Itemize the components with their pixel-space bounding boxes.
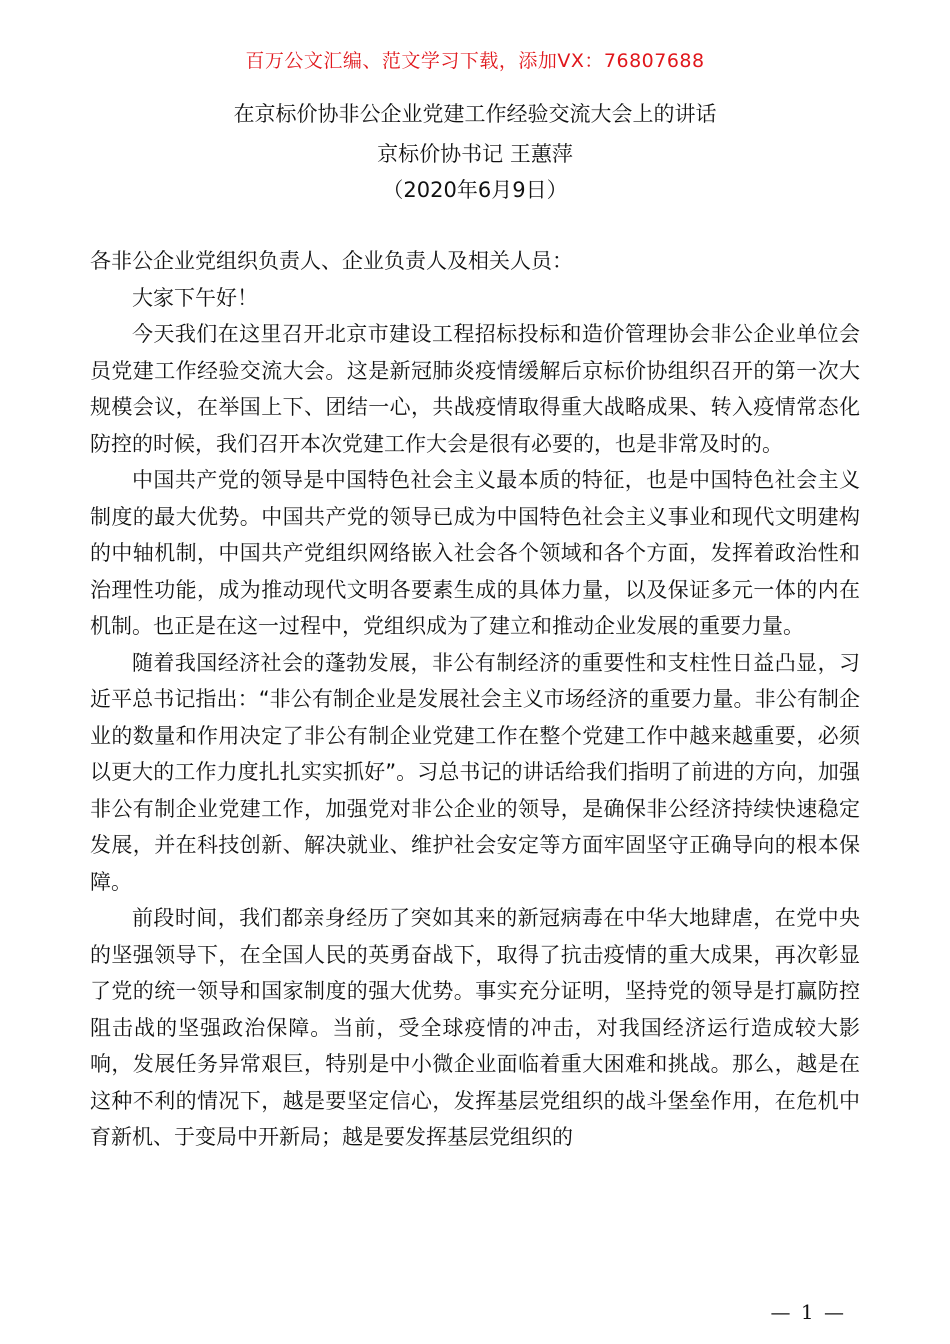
paragraph-party-leadership: 中国共产党的领导是中国特色社会主义最本质的特征，也是中国特色社会主义制度的最大优势。中国共产党的领导已成为中国特色社会主义事业和现代文明建构的中轴机制，中国共产党组织网络嵌入社会各个领域和各个方面，发挥着政治性和治理性功能，成为推动现代文明各要素生成的具体力量，以及保证多元一体的内在机制。也正是在这一过程中，党组织成为了建立和推动企业发展的重要力量。 xyxy=(90,468,860,638)
paragraph-epidemic: 前段时间，我们都亲身经历了突如其来的新冠病毒在中华大地肆虐，在党中央的坚强领导下，在全国人民的英勇奋战下，取得了抗击疫情的重大成果，再次彰显了党的统一领导和国家制度的强大优势。事实充分证明，坚持党的领导是打赢防控阻击战的坚强政治保障。当前，受全球疫情的冲击，对我国经济运行造成较大影响，发展任务异常艰巨，特别是中小微企业面临着重大困难和挑战。那么，越是在这种不利的情况下，越是要坚定信心，发挥基层党组织的战斗堡垒作用，在危机中育新机、于变局中开新局；越是要发挥基层党组织的 xyxy=(90,906,860,1149)
page-number: — 1 — xyxy=(770,1300,846,1324)
speech-author: 京标价协书记 王蕙萍 xyxy=(377,142,573,166)
speech-date: （2020年6月9日） xyxy=(382,178,568,202)
paragraph-meeting-intro: 今天我们在这里召开北京市建设工程招标投标和造价管理协会非公企业单位会员党建工作经验交流大会。这是新冠肺炎疫情缓解后京标价协组织召开的第一次大规模会议，在举国上下、团结一心，共战疫情取得重大战略成果、转入疫情常态化防控的时候，我们召开本次党建工作大会是很有必要的，也是非常及时的。 xyxy=(90,322,860,456)
banner-watermark-text: 百万公文汇编、范文学习下载，添加VX：76807688 xyxy=(245,50,705,72)
speech-body xyxy=(90,243,860,1156)
paragraph-greeting: 大家下午好！ xyxy=(132,285,258,310)
speech-title: 在京标价协非公企业党建工作经验交流大会上的讲话 xyxy=(233,102,717,126)
salutation: 各非公企业党组织负责人、企业负责人及相关人员： xyxy=(90,249,573,273)
paragraph-non-public-economy: 随着我国经济社会的蓬勃发展，非公有制经济的重要性和支柱性日益凸显，习近平总书记指出：“非公有制企业是发展社会主义市场经济的重要力量。非公有制企业的数量和作用决定了非公有制企业党建工作在整个党建工作中越来越重要，必须以更大的工作力度扎扎实实抓好”。习总书记的讲话给我们指明了前进的方向，加强非公有制企业党建工作，加强党对非公企业的领导，是确保非公经济持续快速稳定发展，并在科技创新、解决就业、维护社会安定等方面牢固坚守正确导向的根本保障。 xyxy=(90,650,860,894)
